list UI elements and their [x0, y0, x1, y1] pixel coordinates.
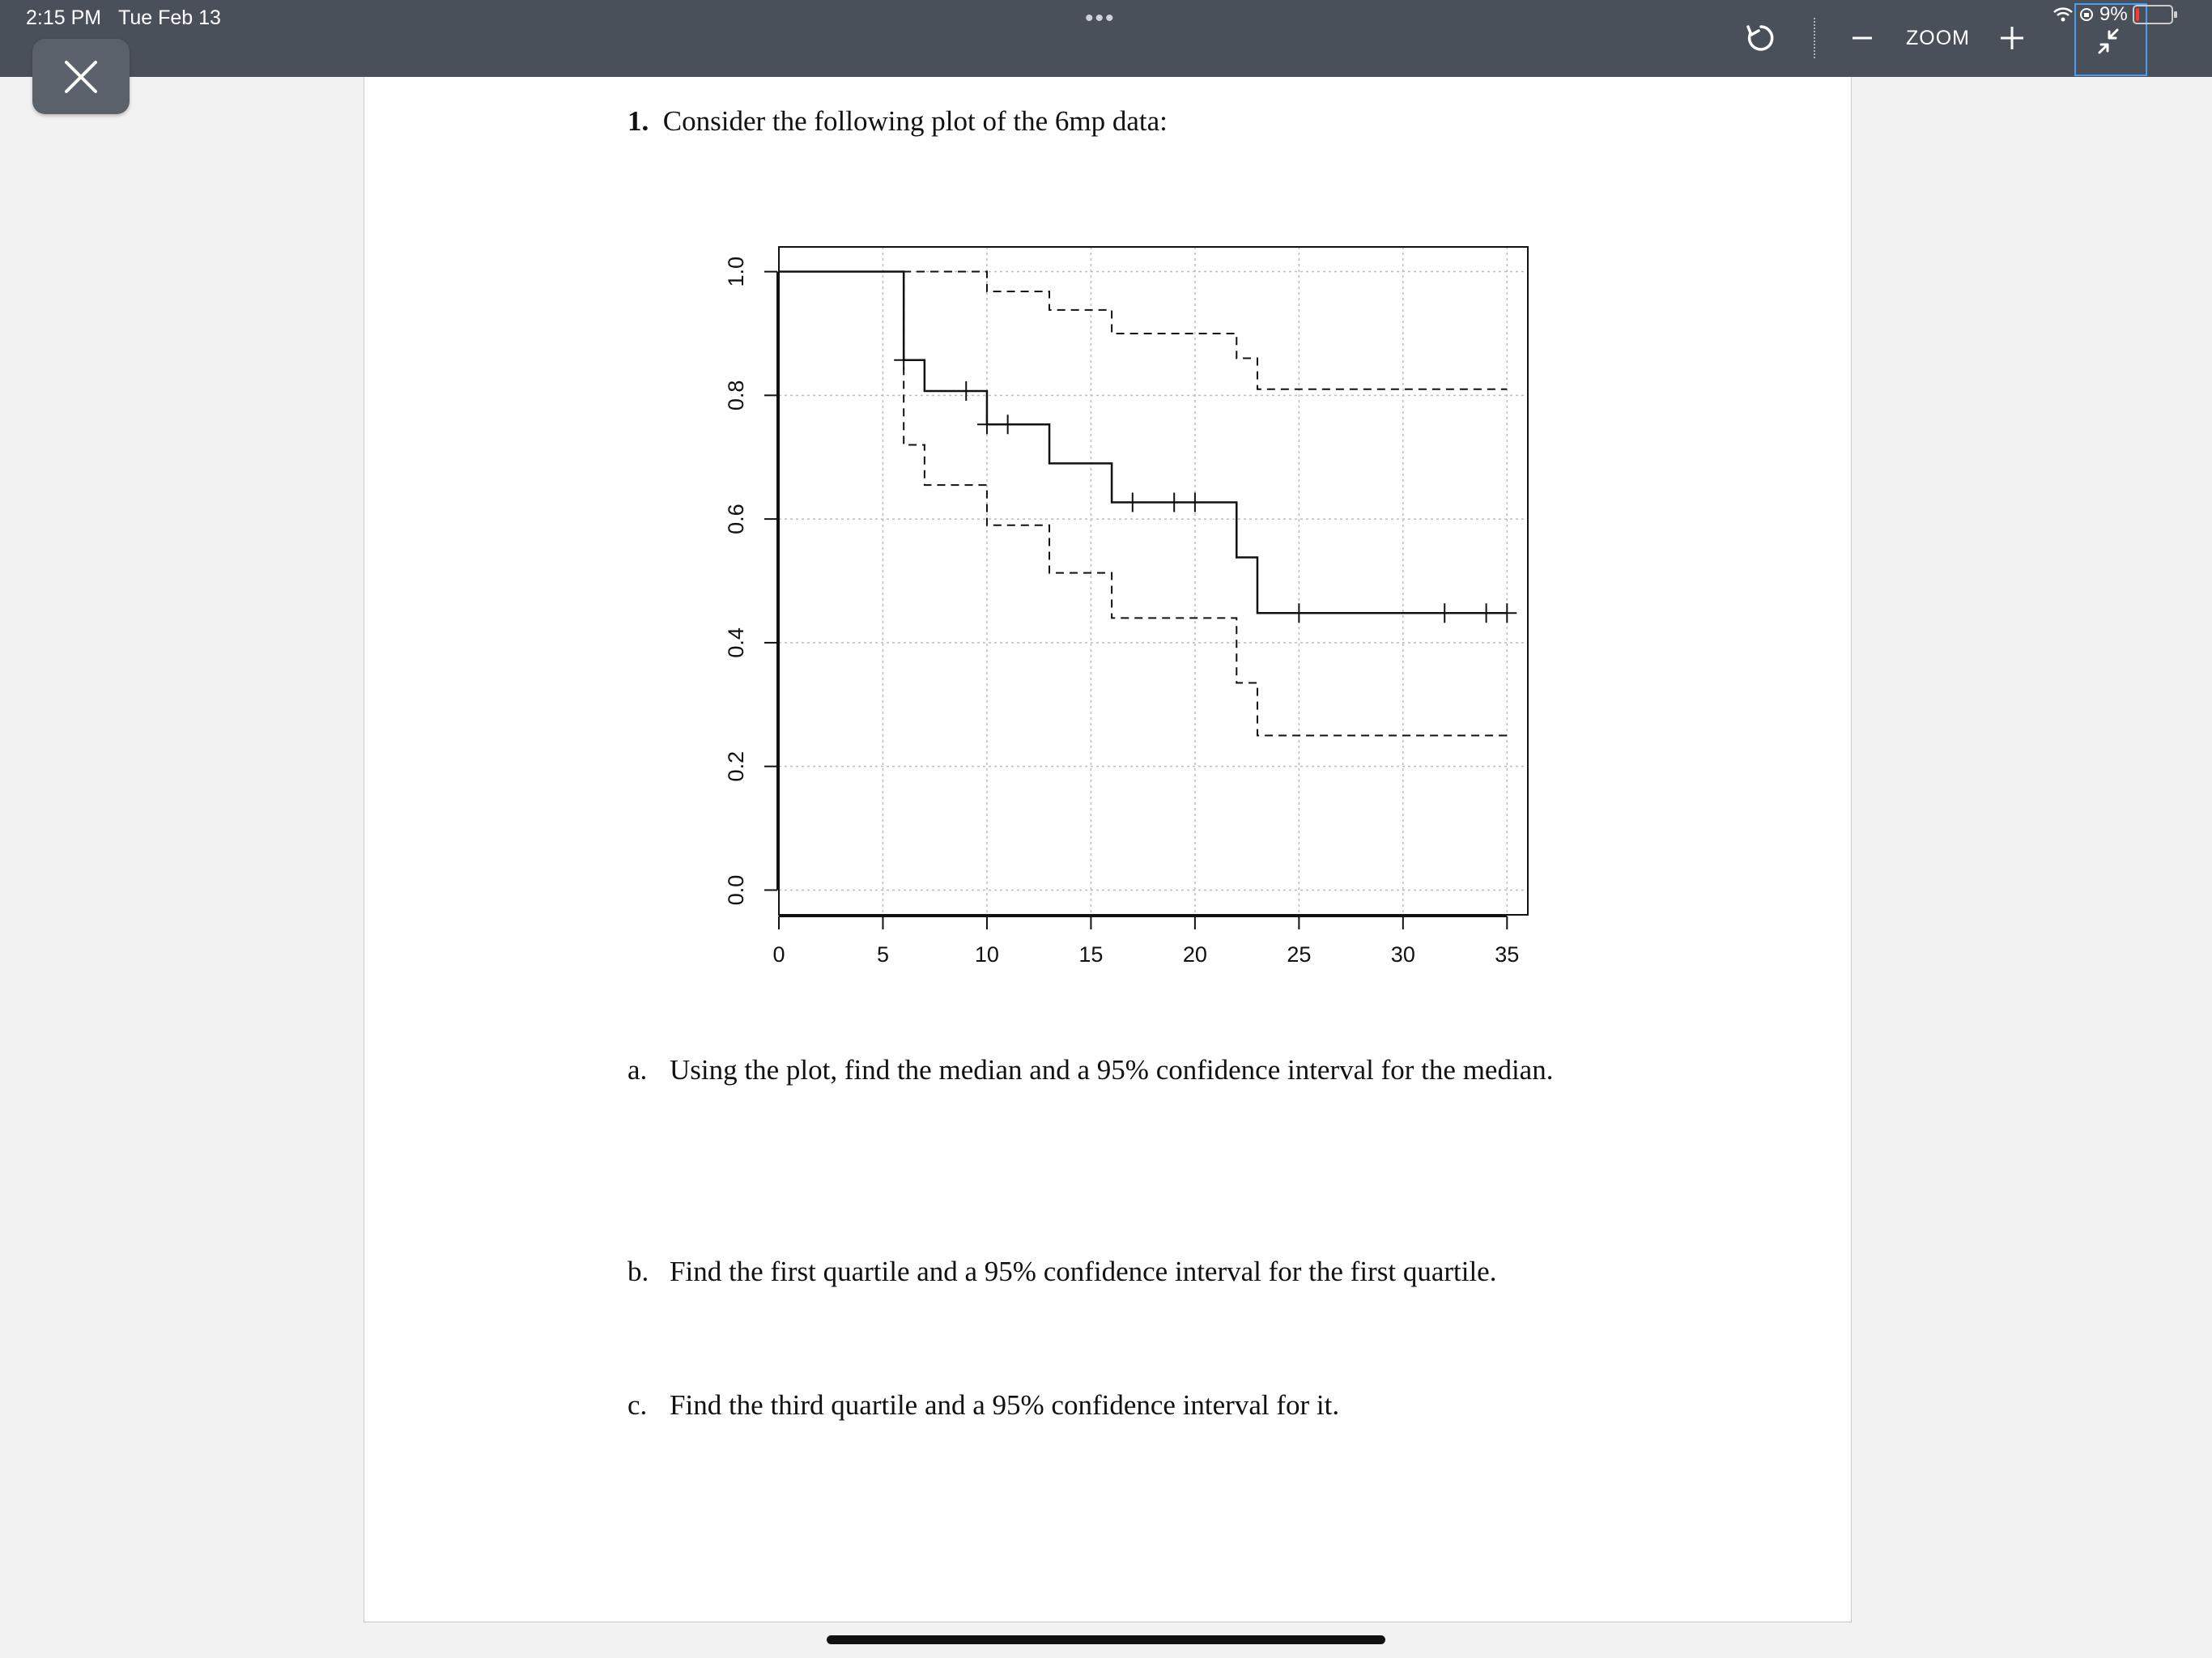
censor-mark-2 — [977, 414, 997, 434]
question-part-b — [627, 1256, 1496, 1288]
question-number: 1. — [627, 105, 649, 137]
y-tick-label-3: 0.6 — [724, 504, 748, 534]
censor-mark-7 — [1289, 603, 1308, 623]
y-tick-label-1: 0.2 — [724, 750, 748, 782]
y-tick-label-4: 0.8 — [724, 380, 748, 411]
part-b-label: b. — [627, 1256, 649, 1287]
x-tick-label-3: 15 — [1078, 942, 1104, 967]
home-indicator[interactable] — [827, 1635, 1385, 1644]
question-prompt: Consider the following plot of the 6mp data: — [662, 105, 1168, 137]
part-a-label: a. — [627, 1054, 648, 1086]
part-c-label: c. — [627, 1389, 648, 1421]
x-tick-label-6: 30 — [1390, 942, 1415, 967]
y-tick-label-0: 0.0 — [724, 874, 748, 906]
series-line-0 — [779, 272, 1507, 614]
x-tick-label-1: 5 — [876, 942, 889, 967]
censor-mark-5 — [1164, 492, 1184, 512]
status-time: 2:15 PM — [26, 6, 102, 29]
censor-mark-4 — [1123, 492, 1142, 512]
series-line-1 — [779, 272, 1507, 389]
y-tick-label-5: 1.0 — [724, 256, 748, 287]
censor-mark-1 — [956, 381, 976, 401]
x-tick-label-2: 10 — [974, 942, 999, 967]
censor-mark-10 — [1497, 603, 1516, 623]
plot-frame — [779, 247, 1528, 915]
censor-mark-3 — [998, 414, 1018, 434]
status-date: Tue Feb 13 — [118, 6, 221, 29]
y-tick-label-2: 0.4 — [724, 627, 748, 658]
part-c-text: Find the third quartile and a 95% confidence interval for it. — [670, 1389, 1340, 1421]
more-options-button[interactable]: ••• — [1085, 5, 1116, 32]
x-tick-label-5: 25 — [1287, 942, 1312, 967]
part-b-text: Find the first quartile and a 95% confidence interval for the first quartile. — [670, 1256, 1497, 1287]
part-a-text: Using the plot, find the median and a 95% confidence interval for the median. — [670, 1054, 1554, 1086]
battery-percent: 9% — [2099, 3, 2128, 25]
censor-mark-6 — [1185, 492, 1205, 512]
question-part-c — [627, 1389, 1339, 1422]
x-tick-label-4: 20 — [1182, 942, 1207, 967]
censor-mark-9 — [1477, 603, 1496, 623]
x-tick-label-7: 35 — [1495, 942, 1520, 967]
x-tick-label-0: 0 — [772, 942, 785, 967]
question-part-a — [627, 1054, 1553, 1086]
zoom-label: ZOOM — [1906, 27, 1970, 49]
series-line-2 — [779, 272, 1507, 736]
censor-mark-8 — [1435, 603, 1454, 623]
